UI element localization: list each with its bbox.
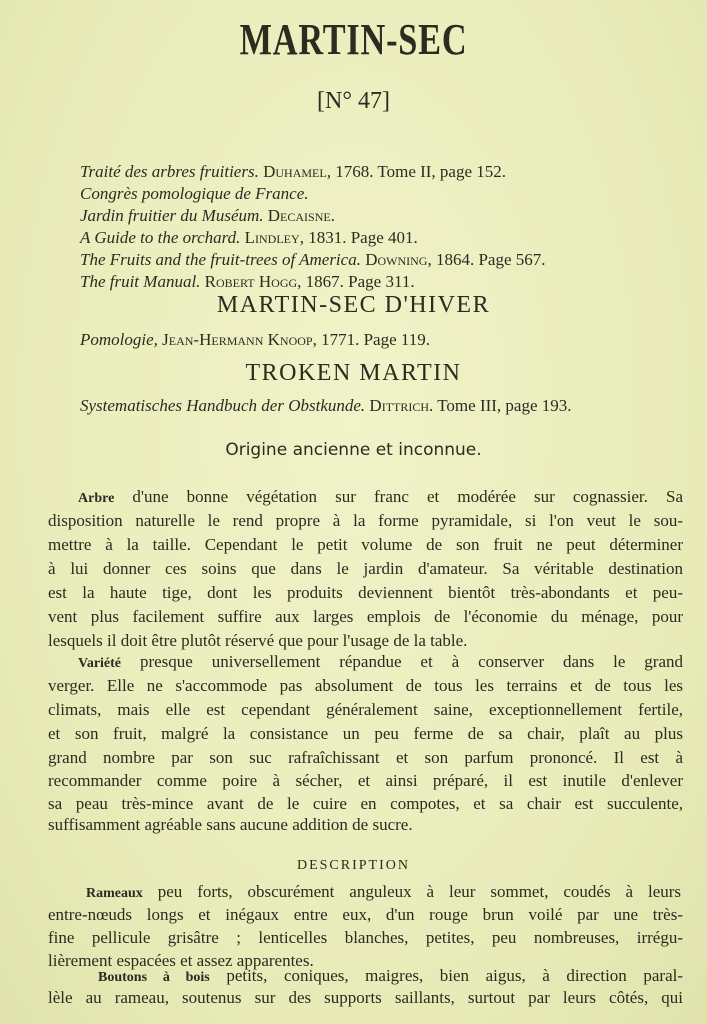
text-line: climats, mais elle est cependant généralement saine, exceptionnellement fertile, [48, 700, 683, 719]
description-heading: DESCRIPTION [296, 858, 410, 873]
ref-rest: , 1771. Page 119. [312, 330, 430, 349]
text-line: et son fruit, malgré la consistance un peu ferme de sa chair, plaît au plus [48, 724, 683, 743]
ref-author: Robert Hogg [204, 272, 298, 291]
ref-work: Pomologie, [80, 330, 158, 349]
ref-author: Lindley [244, 228, 300, 247]
text-line [48, 652, 683, 674]
reference [80, 272, 415, 292]
paragraph-lead: Arbre [78, 491, 115, 506]
text-line: sa peau très-mince avant de le cuire en compotes, et sa chair est succulente, [48, 794, 683, 813]
paragraph-lead: Rameaux [86, 886, 143, 901]
ref-work: The Fruits and the fruit-trees of America. [80, 250, 361, 269]
ref-author: Duhamel [263, 162, 327, 181]
line-text: d'une bonne végétation sur franc et modérée sur cognassier. Sa [132, 487, 683, 506]
ref-work: A Guide to the orchard. [80, 228, 241, 247]
reference [80, 396, 572, 416]
reference [80, 250, 546, 270]
ref-work: The fruit Manual. [80, 272, 201, 291]
line-text: presque universellement répandue et à conserver dans le grand [139, 652, 683, 671]
text-line: lesquels il doit être plutôt réservé que pour l'usage de la table. [48, 631, 468, 650]
paragraph-lead: Boutons à bois [98, 970, 210, 985]
ref-rest: . Tome III, page 193. [429, 396, 572, 415]
reference [80, 330, 430, 350]
text-line: à lui donner ces soins que dans le jardin d'amateur. Sa véritable destination [48, 559, 683, 578]
synonym-heading: MARTIN-SEC D'HIVER [216, 292, 491, 318]
text-line: suffisamment agréable sans aucune addition de sucre. [48, 815, 413, 834]
ref-author: Downing [365, 250, 428, 269]
ref-author: Dittrich [369, 396, 430, 415]
ref-rest: , 1867. Page 311. [297, 272, 415, 291]
text-line: verger. Elle ne s'accommode pas absolument de tous les terrains et de tous les [48, 676, 683, 695]
line-text: peu forts, obscurément anguleux à leur sommet, coudés à leurs [157, 882, 681, 901]
reference [80, 228, 418, 248]
text-line: lèle au rameau, soutenus sur des supports saillants, surtout par leurs côtés, qui [48, 988, 683, 1007]
ref-work: Traité des arbres fruitiers. [80, 162, 259, 181]
text-line: est la haute tige, dont les produits deviennent bientôt très-abondants et peu- [48, 583, 683, 602]
ref-author: Decaisne [267, 206, 331, 225]
text-line [48, 966, 683, 988]
reference [80, 184, 309, 204]
ref-work: Congrès pomologique de France. [80, 184, 309, 203]
line-text: petits, coniques, maigres, bien aigus, à direction paral- [226, 966, 683, 985]
reference [80, 206, 335, 226]
text-line [48, 882, 681, 904]
text-line [48, 487, 683, 509]
synonym-heading: TROKEN MARTIN [245, 360, 462, 386]
paragraph-lead: Variété [78, 656, 122, 671]
ref-rest: , 1864. Page 567. [427, 250, 546, 269]
origin-line: Origine ancienne et inconnue. [225, 440, 482, 460]
reference [80, 162, 506, 182]
text-line: recommander comme poire à sécher, et ainsi préparé, il est inutile d'enlever [48, 771, 683, 790]
ref-author: Jean-Hermann Knoop [162, 330, 313, 349]
ref-rest: , 1768. Tome II, page 152. [326, 162, 507, 181]
text-line: disposition naturelle le rend propre à la forme pyramidale, si l'on veut le sou- [48, 511, 683, 530]
ref-rest: , 1831. Page 401. [299, 228, 418, 247]
ref-work: Jardin fruitier du Muséum. [80, 206, 264, 225]
text-line: entre-nœuds longs et inégaux entre eux, d'un rouge brun voilé par une très- [48, 905, 683, 924]
text-line: vent plus facilement suffire aux larges emplois de l'économie du ménage, pour [48, 607, 683, 626]
ref-rest: . [330, 206, 335, 225]
text-line: fine pellicule grisâtre ; lenticelles blanches, petites, peu nombreuses, irrégu- [48, 928, 683, 947]
text-line: lièrement espacées et assez apparentes. [48, 951, 314, 970]
ref-work: Systematisches Handbuch der Obstkunde. [80, 396, 366, 415]
text-line: mettre à la taille. Cependant le petit volume de son fruit ne peut déterminer [48, 535, 683, 554]
page-title: MARTIN-SEC [239, 15, 468, 64]
text-line: grand nombre par son suc rafraîchissant et son parfum prononcé. Il est à [48, 748, 683, 767]
entry-number: [N° 47] [317, 88, 390, 114]
